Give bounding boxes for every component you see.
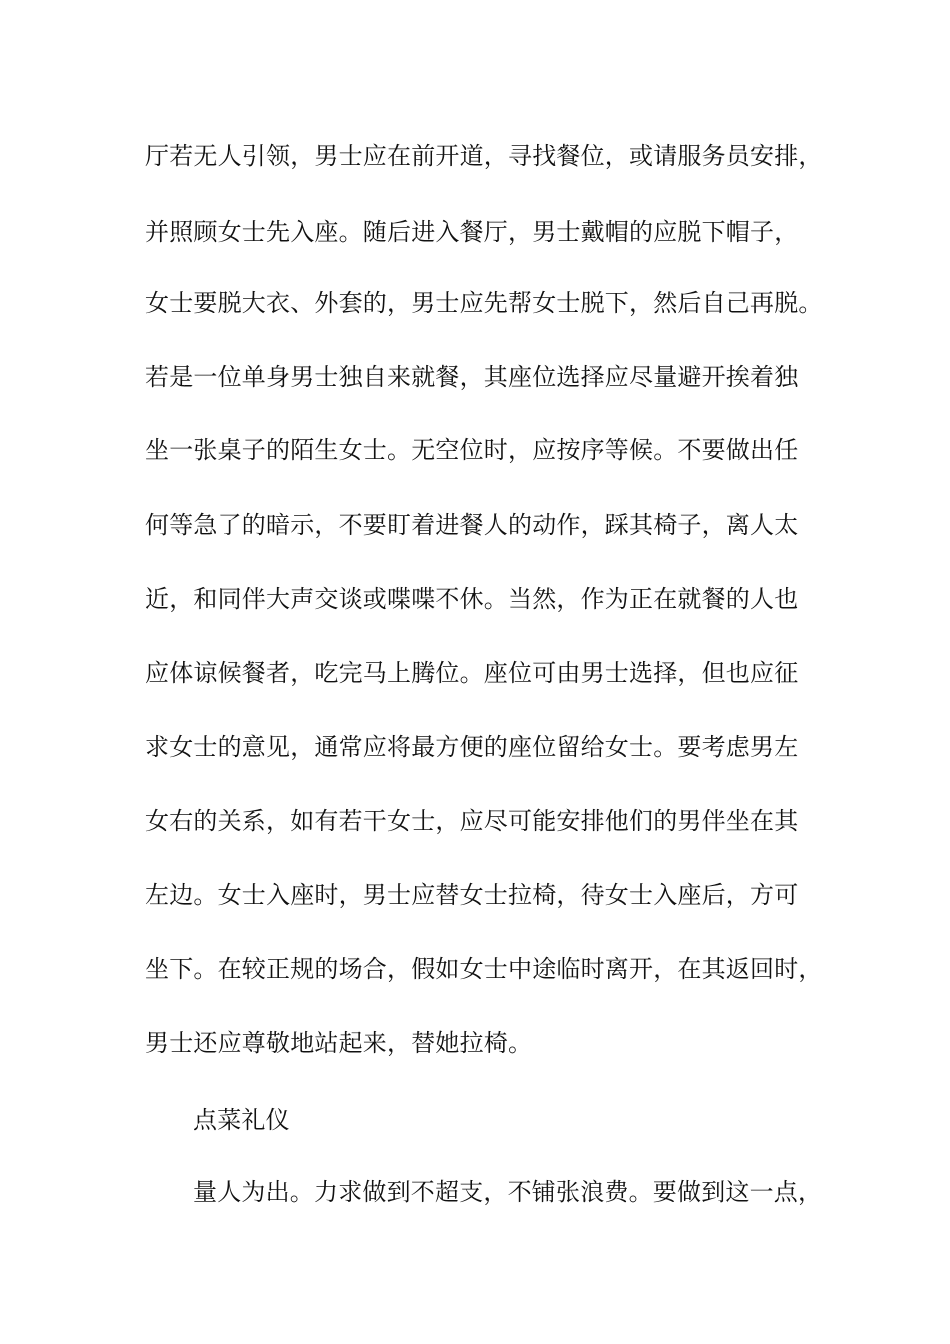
- paragraph-line-3: 女士要脱大衣、外套的，男士应先帮女士脱下，然后自己再脱。: [145, 289, 823, 317]
- paragraph-line-11: 左边。女士入座时，男士应替女士拉椅，待女士入座后，方可: [145, 881, 799, 909]
- paragraph-line-8: 应体谅候餐者，吃完马上腾位。座位可由男士选择，但也应征: [145, 659, 799, 687]
- paragraph-line-4: 若是一位单身男士独自来就餐，其座位选择应尽量避开挨着独: [145, 363, 799, 391]
- paragraph-line-5: 坐一张桌子的陌生女士。无空位时，应按序等候。不要做出任: [145, 436, 799, 464]
- paragraph-line-12: 坐下。在较正规的场合，假如女士中途临时离开，在其返回时，: [145, 955, 823, 983]
- paragraph-line-7: 近，和同伴大声交谈或喋喋不休。当然，作为正在就餐的人也: [145, 585, 799, 613]
- next-paragraph-line-1: 量人为出。力求做到不超支，不铺张浪费。要做到这一点，: [193, 1178, 823, 1206]
- paragraph-line-1: 厅若无人引领，男士应在前开道，寻找餐位，或请服务员安排，: [145, 142, 823, 170]
- paragraph-line-10: 女右的关系，如有若干女士，应尽可能安排他们的男伴坐在其: [145, 807, 799, 835]
- paragraph-line-2: 并照顾女士先入座。随后进入餐厅，男士戴帽的应脱下帽子，: [145, 218, 799, 246]
- paragraph-line-9: 求女士的意见，通常应将最方便的座位留给女士。要考虑男左: [145, 733, 799, 761]
- paragraph-line-6: 何等急了的暗示，不要盯着进餐人的动作，踩其椅子，离人太: [145, 511, 799, 539]
- paragraph-line-13: 男士还应尊敬地站起来，替她拉椅。: [145, 1029, 533, 1057]
- section-heading: 点菜礼仪: [193, 1106, 290, 1134]
